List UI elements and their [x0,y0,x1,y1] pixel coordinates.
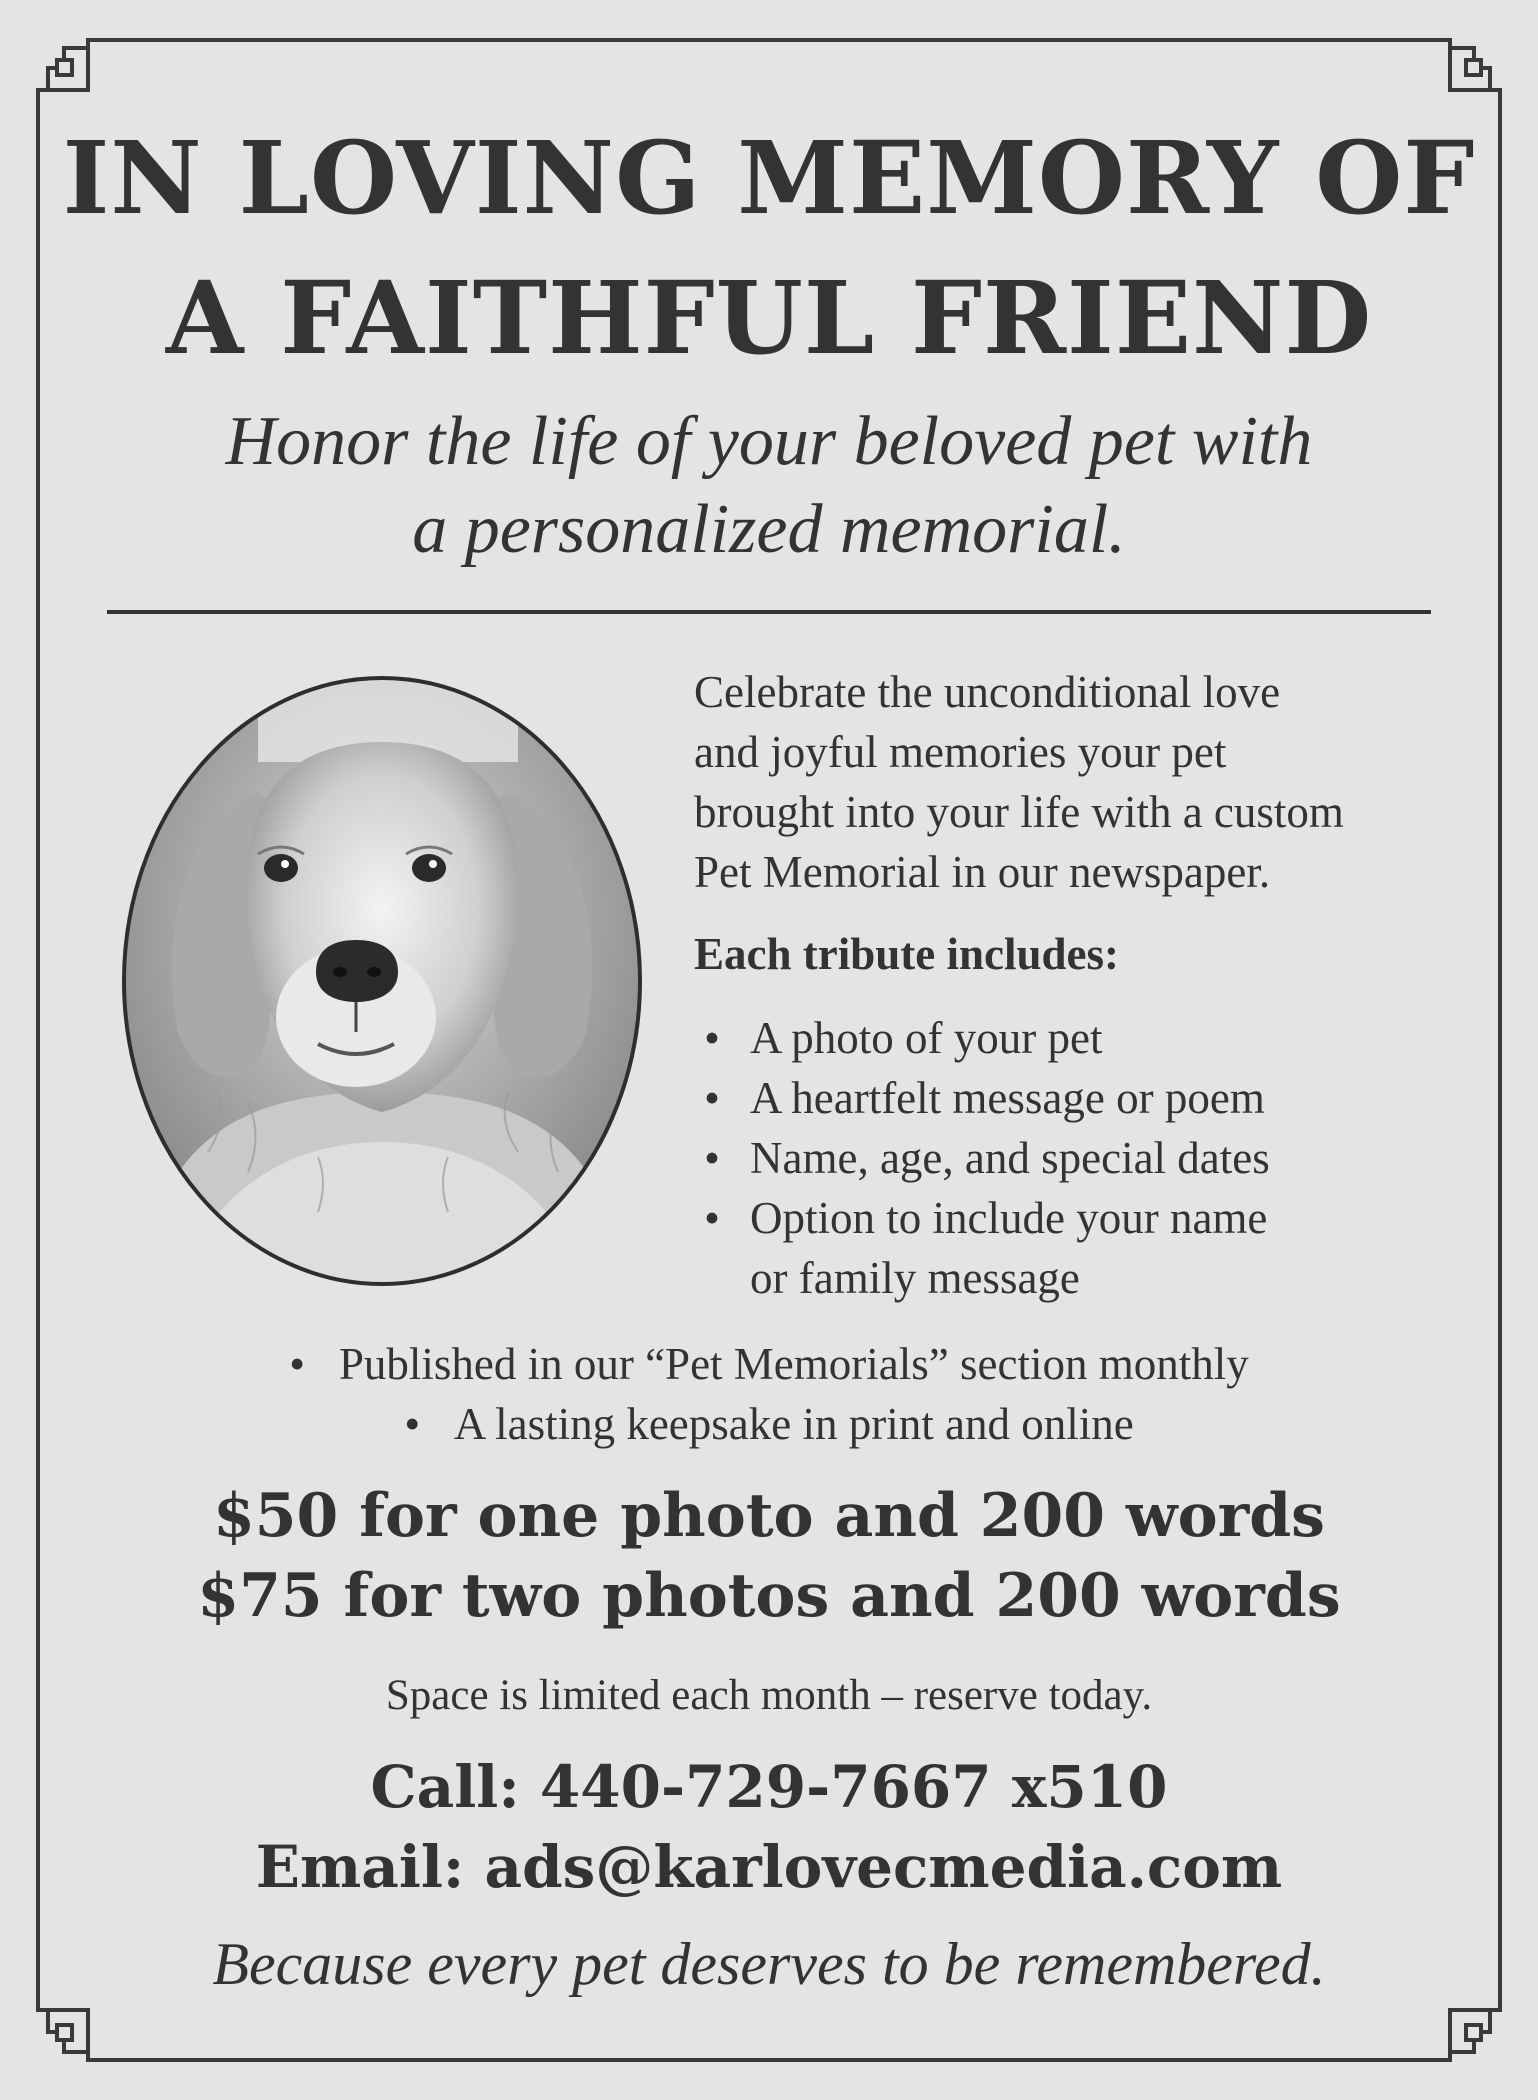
bullet: • [704,1193,720,1243]
price-one-photo: $50 for one photo and 200 words [213,1481,1325,1551]
bullet: • [704,1013,720,1063]
bullet: • [404,1399,421,1449]
intro-line: Pet Memorial in our newspaper. [694,847,1271,897]
headline-line-1: IN LOVING MEMORY OF [62,119,1476,237]
bullet: • [704,1133,720,1183]
bullet: • [704,1073,720,1123]
contact-email: Email: ads@karlovecmedia.com [255,1833,1283,1901]
headline-line-2: A FAITHFUL FRIEND [165,259,1373,377]
extra-item-keepsake: • A lasting keepsake in print and online [404,1399,1134,1449]
contact-phone: Call: 440-729-7667 x510 [370,1753,1168,1821]
availability-note: Space is limited each month – reserve today. [385,1672,1153,1719]
price-two-photos: $75 for two photos and 200 words [197,1561,1341,1631]
includes-heading: Each tribute includes: [694,929,1120,979]
intro-paragraph [694,662,1434,902]
divider-rule [107,610,1431,614]
list-item: • Option to include your name or family message [694,1188,1434,1308]
list-item: • Name, age, and special dates [694,1128,1434,1188]
list-item: • A heartfelt message or poem [694,1068,1434,1128]
bullet: • [289,1339,306,1389]
intro-line: Celebrate the unconditional love [694,667,1281,717]
dog-portrait-photo [118,672,646,1290]
includes-list [694,1008,1434,1308]
closing-tagline: Because every pet deserves to be remembered. [212,1931,1326,1997]
intro-line: brought into your life with a custom [694,787,1344,837]
subheadline-line-1: Honor the life of your beloved pet with [225,403,1313,480]
list-item: • A photo of your pet [694,1008,1434,1068]
subheadline-line-2: a personalized memorial. [412,491,1126,568]
intro-line: and joyful memories your pet [694,727,1227,777]
extra-item-published: • Published in our “Pet Memorials” section monthly [289,1339,1249,1389]
